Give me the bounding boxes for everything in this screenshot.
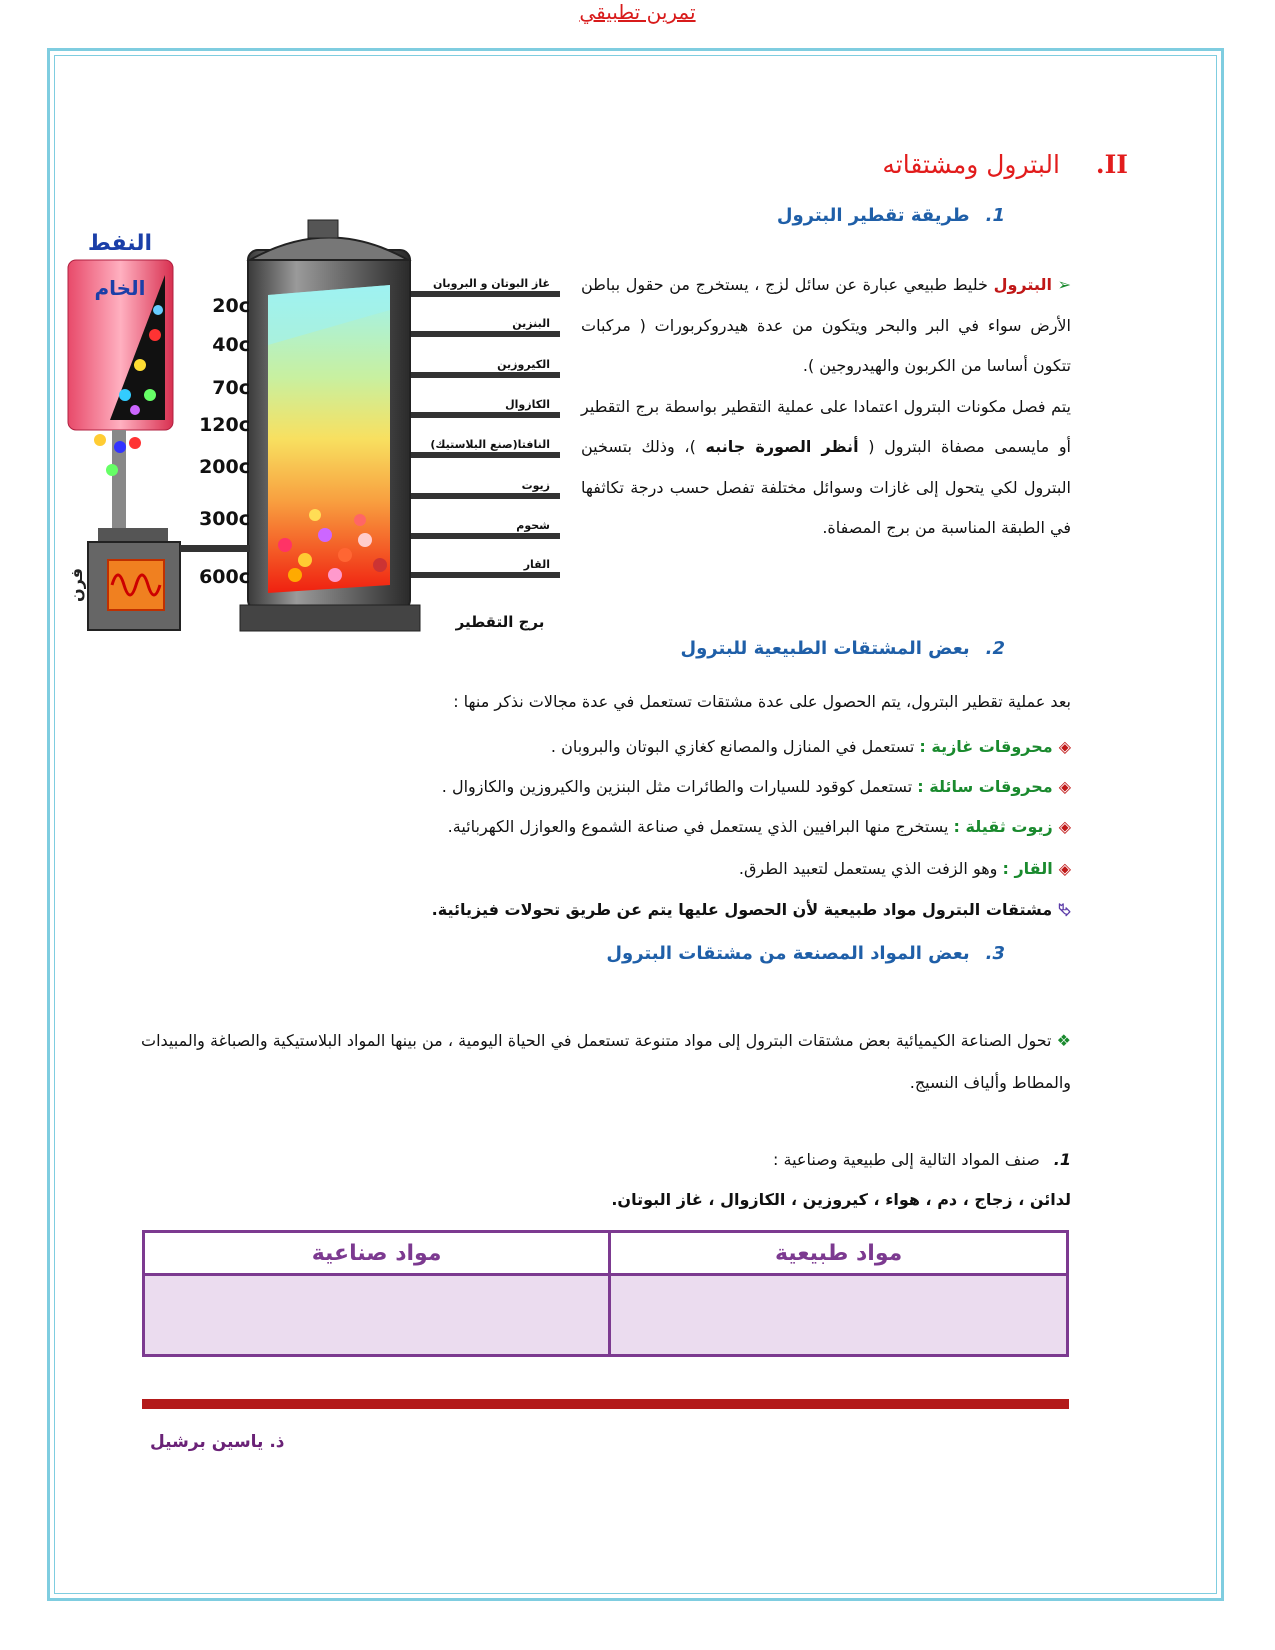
author-signature: ذ. ياسين برشيل bbox=[150, 1432, 285, 1452]
arrow-bullet-icon: ➢ bbox=[1057, 275, 1071, 294]
para1-text1: خليط طبيعي عبارة عن سائل لزج ، يستخرج من حقول بباطن الأرض سواء في البر والبحر ويتكون من عدة هيدروكربورات ( مركبات تتكون أساسا من الكربون والهيدروجين ). bbox=[581, 275, 1071, 375]
exercise-items: لدائن ، زجاج ، دم ، هواء ، كيروزين ، الكازوال ، غاز البوتان. bbox=[611, 1190, 1071, 1209]
para3-text: تحول الصناعة الكيميائية بعض مشتقات البترول إلى مواد متنوعة تستعمل في الحياة اليومية ، من بينها المواد البلاستيكية والصباغة والمبيدات والمطاط وألياف النسيج. bbox=[141, 1031, 1071, 1092]
question-number: 1. bbox=[1053, 1150, 1071, 1169]
diamond-bullet-icon: ◈ bbox=[1058, 817, 1071, 836]
subheading-3-text: بعض المواد المصنعة من مشتقات البترول bbox=[606, 943, 970, 964]
subheading-1-text: طريقة تقطير البترول bbox=[776, 205, 970, 226]
bullet-keyword: زيوت ثقيلة : bbox=[953, 817, 1053, 836]
product-label: النافتا(صنع البلاستيك) bbox=[430, 438, 550, 451]
bullet-text: تستعمل كوقود للسيارات والطائرات مثل البنزين والكيروزين والكازوال . bbox=[441, 777, 918, 796]
star-bullet-icon: ❖ bbox=[1056, 1031, 1072, 1050]
section-title-text: البترول ومشتقاته bbox=[882, 150, 1060, 179]
cell-natural-answer[interactable] bbox=[610, 1275, 1068, 1356]
list-item bbox=[551, 727, 1071, 767]
note-text: مشتقات البترول مواد طبيعية لأن الحصول عليها يتم عن طريق تحولات فيزيائية. bbox=[431, 900, 1053, 919]
tower-body bbox=[240, 220, 420, 631]
subheading-3 bbox=[606, 943, 1005, 964]
footer-divider bbox=[142, 1399, 1069, 1409]
subheading-2-text: بعض المشتقات الطبيعية للبترول bbox=[680, 638, 970, 659]
diamond-bullet-icon: ◈ bbox=[1058, 859, 1071, 878]
diamond-bullet-icon: ◈ bbox=[1058, 777, 1071, 796]
column-natural: مواد طبيعية bbox=[610, 1232, 1068, 1275]
bullet-text: يستخرج منها البرافيين الذي يستعمل في صناعة الشموع والعوازل الكهربائية. bbox=[447, 817, 954, 836]
exercise-question bbox=[773, 1150, 1071, 1169]
subheading-1 bbox=[777, 205, 1005, 226]
bullet-keyword: القار : bbox=[1002, 859, 1053, 878]
product-label: زيوت bbox=[521, 479, 550, 492]
para1-text2: يتم فصل مكونات البترول اعتمادا على عملية التقطير بواسطة برج التقطير أو مايسمى مصفاة البترول ( bbox=[581, 396, 1071, 456]
paragraph-industrial bbox=[141, 1020, 1071, 1104]
para1-bold: أنظر الصورة جانبه bbox=[705, 437, 859, 456]
intro-derivatives: بعد عملية تقطير البترول، يتم الحصول على عدة مشتقات تستعمل في عدة مجالات نذكر منها : bbox=[453, 692, 1071, 711]
cell-industrial-answer[interactable] bbox=[144, 1275, 610, 1356]
temp-label: 70c bbox=[212, 377, 250, 399]
keyword-petroleum: البترول bbox=[993, 275, 1052, 294]
exercise-title: تمرين تطبيقي bbox=[579, 0, 696, 24]
list-item bbox=[448, 807, 1071, 847]
hook-arrow-icon: ⮱ bbox=[1058, 900, 1071, 919]
product-label: القار bbox=[523, 558, 550, 571]
bullet-text: وهو الزفت الذي يستعمل لتعبيد الطرق. bbox=[738, 859, 1003, 878]
distillation-tower-diagram bbox=[60, 215, 565, 640]
para1-text3: )، وذلك بتسخين البترول لكي يتحول إلى غازات وسوائل مختلفة تفصل حسب درجة تكاثفها في الطبقة المناسبة من برج المصفاة. bbox=[581, 437, 1071, 537]
subheading-2 bbox=[681, 638, 1006, 659]
product-pipes bbox=[405, 291, 560, 578]
tower-label: برج التقطير bbox=[455, 613, 545, 631]
temp-label: 120c bbox=[199, 414, 250, 436]
bullet-keyword: محروقات غازية : bbox=[919, 737, 1053, 756]
product-label: البنزين bbox=[512, 317, 550, 330]
product-label: غاز البوتان و البروبان bbox=[433, 277, 550, 290]
bullet-text: تستعمل في المنازل والمصانع كغازي البوتان والبروبان . bbox=[550, 737, 920, 756]
temp-label: 600c bbox=[199, 566, 250, 588]
product-label: الكيروزين bbox=[497, 358, 550, 371]
section-number: II. bbox=[1095, 150, 1128, 179]
crude-label-1: النفط bbox=[87, 231, 153, 256]
paragraph-petroleum bbox=[581, 265, 1071, 549]
subheading-3-number: 3. bbox=[985, 943, 1005, 964]
note-physical-changes bbox=[432, 900, 1071, 920]
crude-label-2: الخام bbox=[94, 276, 146, 300]
section-title bbox=[882, 150, 1128, 179]
product-label: شحوم bbox=[516, 519, 550, 532]
subheading-1-number: 1. bbox=[985, 205, 1005, 226]
bullet-keyword: محروقات سائلة : bbox=[917, 777, 1053, 796]
product-label: الكازوال bbox=[505, 398, 550, 411]
furnace-label: فرن bbox=[67, 567, 86, 603]
question-text: صنف المواد التالية إلى طبيعية وصناعية : bbox=[773, 1150, 1040, 1169]
list-item bbox=[442, 767, 1071, 807]
temp-label: 300c bbox=[199, 508, 250, 530]
list-item bbox=[739, 849, 1071, 889]
column-industrial: مواد صناعية bbox=[144, 1232, 610, 1275]
temp-label: 200c bbox=[199, 456, 250, 478]
temp-label: 40c bbox=[212, 334, 250, 356]
classification-table bbox=[142, 1230, 1069, 1357]
subheading-2-number: 2. bbox=[985, 638, 1005, 659]
temp-label: 20c bbox=[212, 295, 250, 317]
diamond-bullet-icon: ◈ bbox=[1058, 737, 1071, 756]
crude-oil-barrel bbox=[68, 260, 173, 530]
